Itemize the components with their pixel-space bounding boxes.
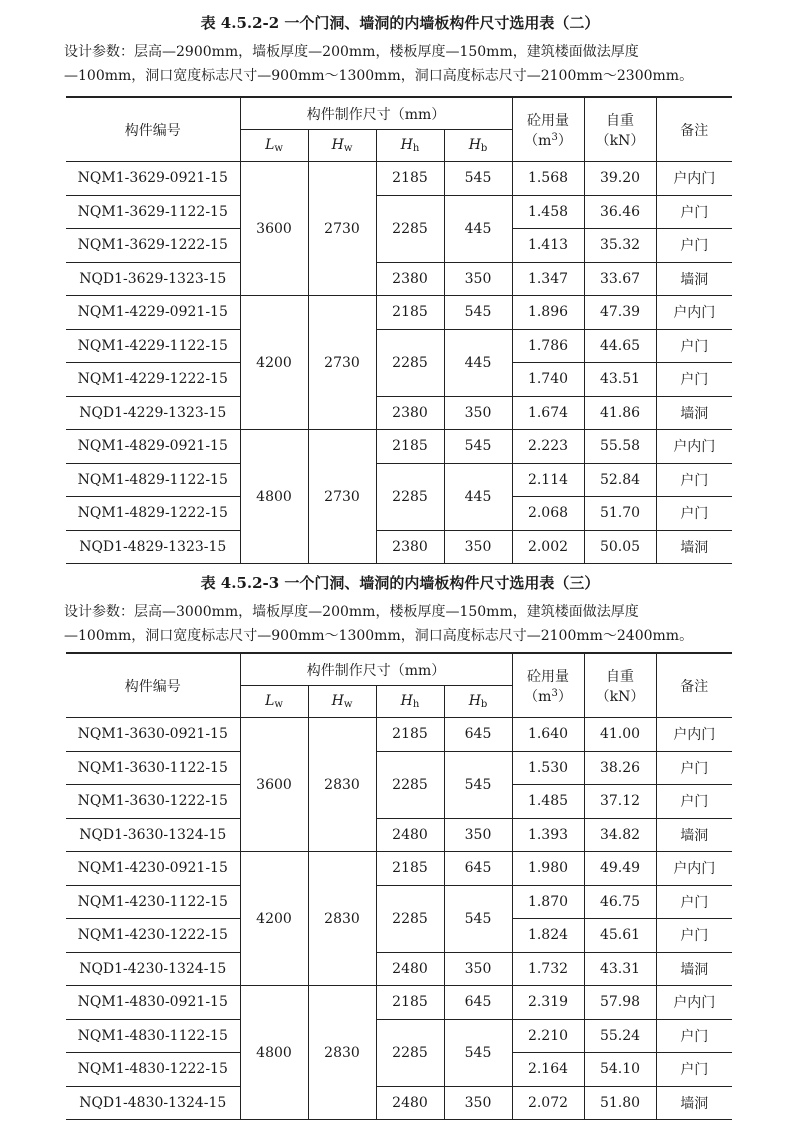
hb-value: 350 xyxy=(444,530,512,564)
component-id: NQM1-4830-0921-15 xyxy=(66,986,240,1020)
table-row xyxy=(66,751,732,785)
header-hh: $H_h$ xyxy=(376,130,444,162)
component-id: NQD1-4229-1323-15 xyxy=(66,396,240,430)
remark-value: 墙洞 xyxy=(656,818,732,852)
component-id: NQM1-4230-1122-15 xyxy=(66,885,240,919)
weight-value: 37.12 xyxy=(584,785,656,819)
volume-value: 1.786 xyxy=(512,329,584,363)
remark-value: 墙洞 xyxy=(656,530,732,564)
weight-value: 35.32 xyxy=(584,229,656,263)
header-dimensions: 构件制作尺寸（mm） xyxy=(240,653,512,686)
weight-value: 49.49 xyxy=(584,852,656,886)
component-id: NQM1-4830-1122-15 xyxy=(66,1019,240,1053)
hh-value: 2285 xyxy=(376,751,444,818)
hh-value: 2285 xyxy=(376,1019,444,1086)
component-id: NQD1-4230-1324-15 xyxy=(66,952,240,986)
table-title: 表 4.5.2-2 一个门洞、墙洞的内墙板构件尺寸选用表（二） xyxy=(200,14,600,32)
volume-value: 1.640 xyxy=(512,718,584,752)
remark-value: 户门 xyxy=(656,1053,732,1087)
hh-value: 2185 xyxy=(376,430,444,464)
header-lw: $L_w$ xyxy=(240,130,308,162)
hw-value: 2830 xyxy=(308,852,376,986)
weight-value: 45.61 xyxy=(584,919,656,953)
remark-value: 墙洞 xyxy=(656,396,732,430)
remark-value: 户内门 xyxy=(656,852,732,886)
hh-value: 2380 xyxy=(376,262,444,296)
hb-value: 445 xyxy=(444,463,512,530)
design-params-line: 设计参数：层高—2900mm，墙板厚度—200mm，楼板厚度—150mm，建筑楼面做法厚度 xyxy=(64,44,639,60)
hh-value: 2380 xyxy=(376,396,444,430)
lw-value: 4800 xyxy=(240,430,308,564)
design-params-line: 设计参数：层高—3000mm，墙板厚度—200mm，楼板厚度—150mm，建筑楼面做法厚度 xyxy=(64,604,639,620)
weight-value: 54.10 xyxy=(584,1053,656,1087)
hh-value: 2285 xyxy=(376,885,444,952)
volume-value: 1.674 xyxy=(512,396,584,430)
remark-value: 墙洞 xyxy=(656,262,732,296)
header-self-weight: 自重 （kN） xyxy=(584,653,656,718)
table-row xyxy=(66,1019,732,1053)
header-concrete-volume: 砼用量 $(m^3)$ xyxy=(512,653,584,718)
header-hw: $H_w$ xyxy=(308,130,376,162)
hh-value: 2185 xyxy=(376,718,444,752)
volume-value: 2.223 xyxy=(512,430,584,464)
design-params xyxy=(64,600,744,648)
header-hh: $H_h$ xyxy=(376,686,444,718)
header-component-no: 构件编号 xyxy=(66,653,240,718)
remark-value: 墙洞 xyxy=(656,952,732,986)
component-id: NQD1-4830-1324-15 xyxy=(66,1086,240,1120)
hh-value: 2380 xyxy=(376,530,444,564)
hh-value: 2185 xyxy=(376,986,444,1020)
hh-value: 2285 xyxy=(376,329,444,396)
hh-value: 2185 xyxy=(376,162,444,196)
lw-value: 3600 xyxy=(240,718,308,852)
remark-value: 户门 xyxy=(656,497,732,531)
hb-value: 545 xyxy=(444,1019,512,1086)
volume-value: 2.068 xyxy=(512,497,584,531)
volume-value: 1.980 xyxy=(512,852,584,886)
component-id: NQD1-4829-1323-15 xyxy=(66,530,240,564)
table-title: 表 4.5.2-3 一个门洞、墙洞的内墙板构件尺寸选用表（三） xyxy=(200,574,600,592)
hb-value: 445 xyxy=(444,329,512,396)
volume-value: 1.458 xyxy=(512,195,584,229)
volume-value: 1.732 xyxy=(512,952,584,986)
volume-value: 2.002 xyxy=(512,530,584,564)
volume-value: 1.824 xyxy=(512,919,584,953)
table-row xyxy=(66,162,732,196)
hw-value: 2730 xyxy=(308,296,376,430)
lw-value: 3600 xyxy=(240,162,308,296)
table-row xyxy=(66,885,732,919)
remark-value: 户门 xyxy=(656,1019,732,1053)
component-id: NQM1-3629-1222-15 xyxy=(66,229,240,263)
header-remarks: 备注 xyxy=(656,653,732,718)
hh-value: 2185 xyxy=(376,852,444,886)
table-row xyxy=(66,1086,732,1120)
hb-value: 645 xyxy=(444,718,512,752)
weight-value: 41.86 xyxy=(584,396,656,430)
hw-value: 2830 xyxy=(308,718,376,852)
component-id: NQM1-4829-1122-15 xyxy=(66,463,240,497)
hb-value: 645 xyxy=(444,986,512,1020)
hb-value: 350 xyxy=(444,396,512,430)
component-id: NQM1-4829-1222-15 xyxy=(66,497,240,531)
header-hw: $H_w$ xyxy=(308,686,376,718)
remark-value: 户内门 xyxy=(656,296,732,330)
component-size-table xyxy=(66,96,732,564)
header-lw: $L_w$ xyxy=(240,686,308,718)
volume-value: 1.870 xyxy=(512,885,584,919)
component-id: NQM1-4229-1122-15 xyxy=(66,329,240,363)
component-size-table xyxy=(66,652,732,1120)
weight-value: 55.24 xyxy=(584,1019,656,1053)
design-params xyxy=(64,40,744,88)
remark-value: 户门 xyxy=(656,919,732,953)
component-id: NQM1-3630-1222-15 xyxy=(66,785,240,819)
table-row xyxy=(66,852,732,886)
weight-value: 57.98 xyxy=(584,986,656,1020)
remark-value: 户门 xyxy=(656,329,732,363)
weight-value: 39.20 xyxy=(584,162,656,196)
hb-value: 545 xyxy=(444,885,512,952)
remark-value: 户门 xyxy=(656,463,732,497)
header-remarks: 备注 xyxy=(656,97,732,162)
remark-value: 户门 xyxy=(656,885,732,919)
hb-value: 350 xyxy=(444,818,512,852)
volume-value: 1.896 xyxy=(512,296,584,330)
weight-value: 44.65 xyxy=(584,329,656,363)
remark-value: 户内门 xyxy=(656,162,732,196)
hw-value: 2830 xyxy=(308,986,376,1120)
header-concrete-volume: 砼用量 $(m^3)$ xyxy=(512,97,584,162)
volume-value: 2.114 xyxy=(512,463,584,497)
hb-value: 545 xyxy=(444,162,512,196)
component-id: NQM1-3629-1122-15 xyxy=(66,195,240,229)
hb-value: 445 xyxy=(444,195,512,262)
header-component-no: 构件编号 xyxy=(66,97,240,162)
lw-value: 4200 xyxy=(240,296,308,430)
table-row xyxy=(66,396,732,430)
table-row xyxy=(66,296,732,330)
volume-value: 2.164 xyxy=(512,1053,584,1087)
hw-value: 2730 xyxy=(308,430,376,564)
design-params-line: —100mm，洞口宽度标志尺寸—900mm～1300mm，洞口高度标志尺寸—2100mm～2400mm。 xyxy=(64,628,694,644)
table-row xyxy=(66,262,732,296)
volume-value: 2.319 xyxy=(512,986,584,1020)
hb-value: 350 xyxy=(444,262,512,296)
remark-value: 户门 xyxy=(656,363,732,397)
component-id: NQD1-3630-1324-15 xyxy=(66,818,240,852)
volume-value: 1.740 xyxy=(512,363,584,397)
weight-value: 50.05 xyxy=(584,530,656,564)
header-self-weight: 自重 （kN） xyxy=(584,97,656,162)
hb-value: 545 xyxy=(444,751,512,818)
remark-value: 户门 xyxy=(656,195,732,229)
table-row xyxy=(66,530,732,564)
hh-value: 2480 xyxy=(376,1086,444,1120)
weight-value: 43.51 xyxy=(584,363,656,397)
table-row xyxy=(66,818,732,852)
weight-value: 33.67 xyxy=(584,262,656,296)
hh-value: 2480 xyxy=(376,818,444,852)
remark-value: 户内门 xyxy=(656,986,732,1020)
hb-value: 350 xyxy=(444,952,512,986)
weight-value: 55.58 xyxy=(584,430,656,464)
volume-value: 1.530 xyxy=(512,751,584,785)
weight-value: 34.82 xyxy=(584,818,656,852)
volume-value: 2.210 xyxy=(512,1019,584,1053)
component-id: NQM1-4229-1222-15 xyxy=(66,363,240,397)
weight-value: 51.80 xyxy=(584,1086,656,1120)
hh-value: 2185 xyxy=(376,296,444,330)
hw-value: 2730 xyxy=(308,162,376,296)
hb-value: 545 xyxy=(444,430,512,464)
header-hb: $H_b$ xyxy=(444,130,512,162)
component-id: NQM1-4829-0921-15 xyxy=(66,430,240,464)
volume-value: 1.347 xyxy=(512,262,584,296)
remark-value: 户门 xyxy=(656,229,732,263)
hh-value: 2285 xyxy=(376,195,444,262)
remark-value: 户门 xyxy=(656,751,732,785)
weight-value: 41.00 xyxy=(584,718,656,752)
weight-value: 46.75 xyxy=(584,885,656,919)
volume-value: 1.568 xyxy=(512,162,584,196)
lw-value: 4200 xyxy=(240,852,308,986)
hh-value: 2285 xyxy=(376,463,444,530)
component-id: NQM1-4229-0921-15 xyxy=(66,296,240,330)
weight-value: 36.46 xyxy=(584,195,656,229)
table-row xyxy=(66,195,732,229)
component-id: NQM1-4830-1222-15 xyxy=(66,1053,240,1087)
table-row xyxy=(66,430,732,464)
hb-value: 350 xyxy=(444,1086,512,1120)
table-row xyxy=(66,952,732,986)
remark-value: 户门 xyxy=(656,785,732,819)
volume-value: 1.393 xyxy=(512,818,584,852)
table-row xyxy=(66,329,732,363)
component-id: NQM1-4230-1222-15 xyxy=(66,919,240,953)
table-row xyxy=(66,986,732,1020)
component-id: NQM1-3630-1122-15 xyxy=(66,751,240,785)
volume-value: 1.413 xyxy=(512,229,584,263)
header-hb: $H_b$ xyxy=(444,686,512,718)
lw-value: 4800 xyxy=(240,986,308,1120)
weight-value: 51.70 xyxy=(584,497,656,531)
remark-value: 户内门 xyxy=(656,430,732,464)
component-id: NQM1-4230-0921-15 xyxy=(66,852,240,886)
weight-value: 47.39 xyxy=(584,296,656,330)
weight-value: 38.26 xyxy=(584,751,656,785)
component-id: NQD1-3629-1323-15 xyxy=(66,262,240,296)
hh-value: 2480 xyxy=(376,952,444,986)
table-row xyxy=(66,718,732,752)
weight-value: 52.84 xyxy=(584,463,656,497)
table-row xyxy=(66,463,732,497)
header-dimensions: 构件制作尺寸（mm） xyxy=(240,97,512,130)
weight-value: 43.31 xyxy=(584,952,656,986)
component-id: NQM1-3629-0921-15 xyxy=(66,162,240,196)
volume-value: 1.485 xyxy=(512,785,584,819)
hb-value: 645 xyxy=(444,852,512,886)
component-id: NQM1-3630-0921-15 xyxy=(66,718,240,752)
remark-value: 户内门 xyxy=(656,718,732,752)
hb-value: 545 xyxy=(444,296,512,330)
volume-value: 2.072 xyxy=(512,1086,584,1120)
remark-value: 墙洞 xyxy=(656,1086,732,1120)
design-params-line: —100mm，洞口宽度标志尺寸—900mm～1300mm，洞口高度标志尺寸—2100mm～2300mm。 xyxy=(64,68,694,84)
